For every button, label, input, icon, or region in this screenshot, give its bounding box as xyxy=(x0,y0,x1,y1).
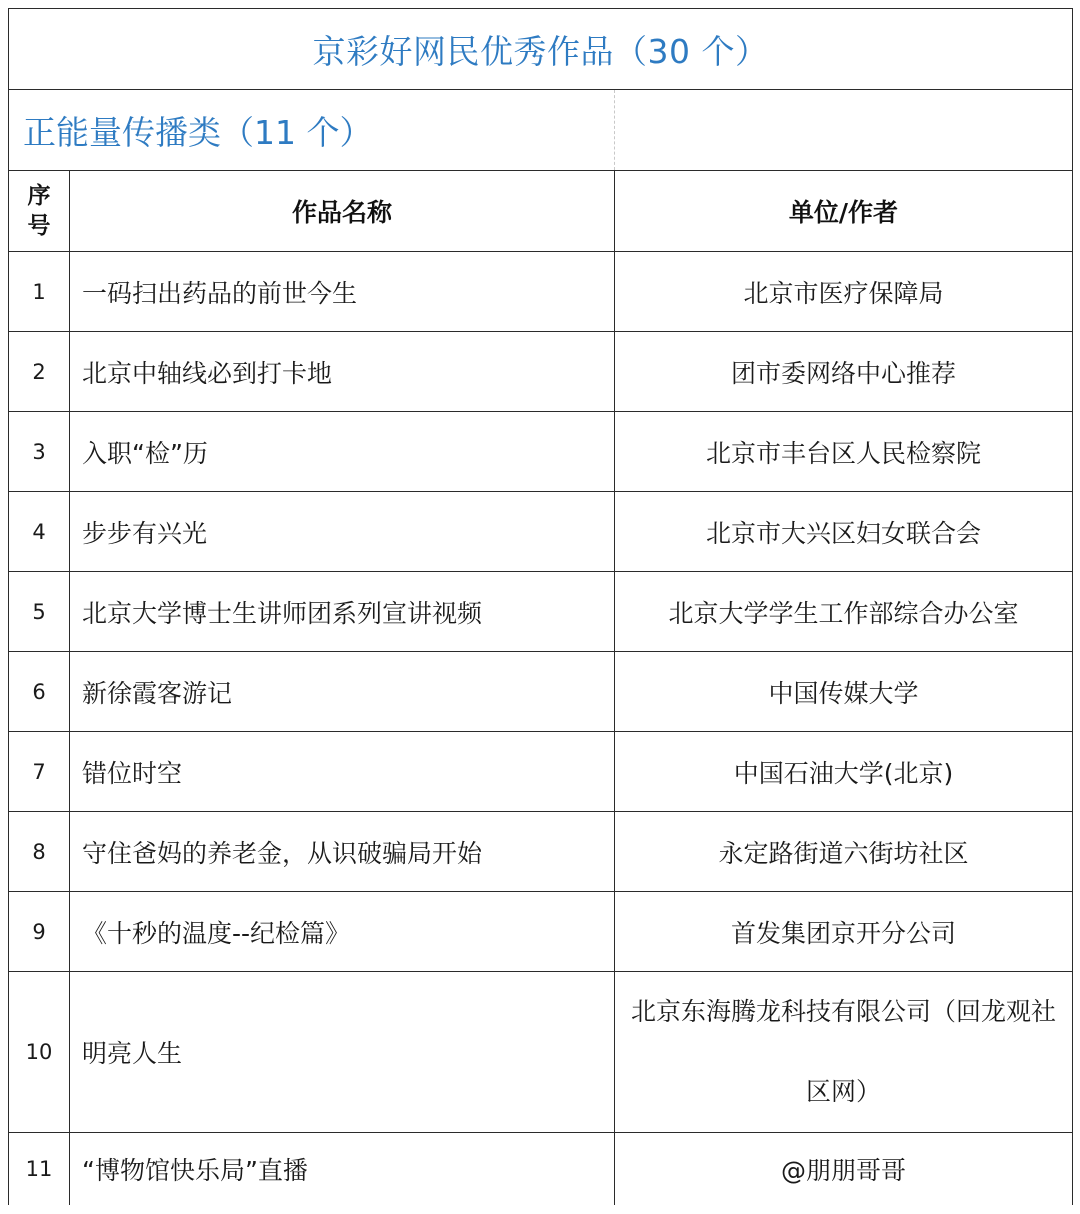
row-number: 9 xyxy=(9,892,70,972)
header-number-line1: 序 xyxy=(27,183,51,209)
header-number xyxy=(9,171,70,252)
row-unit: 北京市大兴区妇女联合会 xyxy=(615,492,1073,572)
row-unit: 北京市医疗保障局 xyxy=(615,252,1073,332)
table-row xyxy=(9,572,1073,652)
row-unit: 中国石油大学(北京) xyxy=(615,732,1073,812)
row-work-name: 入职“检”历 xyxy=(70,412,615,492)
row-work-name: 《十秒的温度--纪检篇》 xyxy=(70,892,615,972)
row-work-name: 错位时空 xyxy=(70,732,615,812)
table-row xyxy=(9,972,1073,1133)
row-unit: 首发集团京开分公司 xyxy=(615,892,1073,972)
category-row xyxy=(9,90,1073,171)
row-number: 10 xyxy=(9,972,70,1133)
row-number: 6 xyxy=(9,652,70,732)
row-number: 8 xyxy=(9,812,70,892)
row-number: 2 xyxy=(9,332,70,412)
row-number: 5 xyxy=(9,572,70,652)
row-unit: 北京市丰台区人民检察院 xyxy=(615,412,1073,492)
row-number: 7 xyxy=(9,732,70,812)
row-unit: 北京大学学生工作部综合办公室 xyxy=(615,572,1073,652)
row-work-name: 新徐霞客游记 xyxy=(70,652,615,732)
row-unit: 中国传媒大学 xyxy=(615,652,1073,732)
row-number: 3 xyxy=(9,412,70,492)
table-row xyxy=(9,252,1073,332)
row-work-name: 一码扫出药品的前世今生 xyxy=(70,252,615,332)
row-work-name: 北京中轴线必到打卡地 xyxy=(70,332,615,412)
table-row xyxy=(9,652,1073,732)
row-unit: 北京东海腾龙科技有限公司（回龙观社区网） xyxy=(615,972,1073,1133)
row-number: 1 xyxy=(9,252,70,332)
row-unit: 永定路街道六街坊社区 xyxy=(615,812,1073,892)
table-row xyxy=(9,892,1073,972)
header-row xyxy=(9,171,1073,252)
row-number: 4 xyxy=(9,492,70,572)
table-row xyxy=(9,332,1073,412)
header-unit-author: 单位/作者 xyxy=(615,171,1073,252)
title-row xyxy=(9,9,1073,90)
table-row xyxy=(9,492,1073,572)
row-work-name: 北京大学博士生讲师团系列宣讲视频 xyxy=(70,572,615,652)
row-work-name: 守住爸妈的养老金，从识破骗局开始 xyxy=(70,812,615,892)
category-label: 正能量传播类（11 个） xyxy=(9,90,615,171)
row-work-name: 明亮人生 xyxy=(70,972,615,1133)
table-row xyxy=(9,412,1073,492)
table-row xyxy=(9,812,1073,892)
table-row xyxy=(9,1133,1073,1206)
award-table xyxy=(8,8,1073,1205)
row-unit: @朋朋哥哥 xyxy=(615,1133,1073,1206)
row-number: 11 xyxy=(9,1133,70,1206)
row-unit: 团市委网络中心推荐 xyxy=(615,332,1073,412)
row-work-name: “博物馆快乐局”直播 xyxy=(70,1133,615,1206)
table-title: 京彩好网民优秀作品（30 个） xyxy=(9,9,1073,90)
category-empty-cell xyxy=(615,90,1073,171)
table-row xyxy=(9,732,1073,812)
header-work-name: 作品名称 xyxy=(70,171,615,252)
row-work-name: 步步有兴光 xyxy=(70,492,615,572)
header-number-line2: 号 xyxy=(27,213,51,239)
